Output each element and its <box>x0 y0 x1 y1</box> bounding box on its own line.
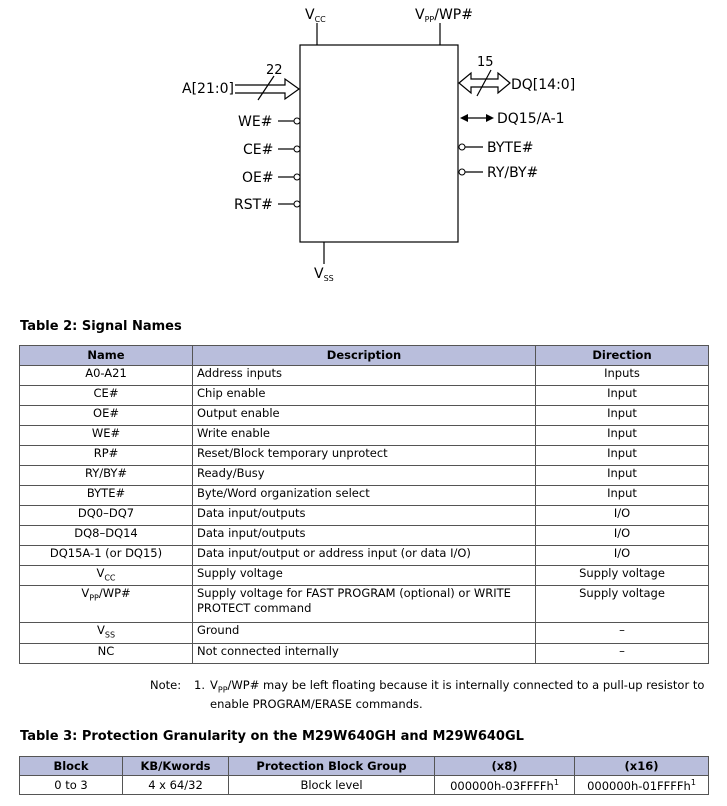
ce-label: CE# <box>243 142 274 158</box>
table-row <box>20 586 709 623</box>
cell-description: Address inputs <box>193 366 536 386</box>
cell-name: RY/BY# <box>20 466 193 486</box>
cell-direction: I/O <box>536 526 709 546</box>
oe-label: OE# <box>242 170 274 186</box>
cell-name: RP# <box>20 446 193 466</box>
table-row <box>20 546 709 566</box>
logic-diagram <box>0 0 727 300</box>
vpp-wp-label: $V_{PP}/WP\#$ <box>415 7 473 24</box>
table-header-row <box>20 346 709 366</box>
header-name: Name <box>20 346 193 366</box>
table-row <box>20 386 709 406</box>
cell-name: $V_{SS}$ <box>20 623 193 643</box>
ryby-label: RY/BY# <box>487 165 539 181</box>
cell-name: DQ8–DQ14 <box>20 526 193 546</box>
cell-name: OE# <box>20 406 193 426</box>
cell-direction: Input <box>536 446 709 466</box>
cell-description: Supply voltage for FAST PROGRAM (optional) or WRITE PROTECT command <box>193 586 536 623</box>
cell-name: WE# <box>20 426 193 446</box>
cell-direction: Input <box>536 386 709 406</box>
cell-kb: 4 x 64/32 <box>123 776 229 795</box>
cell-name: BYTE# <box>20 486 193 506</box>
table-row <box>20 406 709 426</box>
cell-block: 0 to 3 <box>20 776 123 795</box>
cell-description: Supply voltage <box>193 566 536 586</box>
data-bus-label: DQ[14:0] <box>511 77 576 93</box>
table-row <box>20 623 709 643</box>
table-row <box>20 506 709 526</box>
cell-direction: I/O <box>536 546 709 566</box>
cell-name: CE# <box>20 386 193 406</box>
cell-name: A0-A21 <box>20 366 193 386</box>
table-row <box>20 366 709 386</box>
cell-description: Write enable <box>193 426 536 446</box>
header-x8: (x8) <box>435 757 575 776</box>
table-row <box>20 426 709 446</box>
cell-direction: – <box>536 623 709 643</box>
cell-name: DQ15A-1 (or DQ15) <box>20 546 193 566</box>
note-text: $V_{PP}/WP\#$ may be left floating because it is internally connected to a pull-up resistor to enable PROGRAM/ERASE commands. <box>210 678 705 712</box>
byte-label: BYTE# <box>487 140 534 156</box>
cell-direction: Supply voltage <box>536 566 709 586</box>
signal-names-table <box>19 345 709 664</box>
cell-name: DQ0–DQ7 <box>20 506 193 526</box>
note-label: Note: <box>150 678 182 692</box>
cell-direction: Input <box>536 486 709 506</box>
cell-x8: 000000h-03FFFFh$^1$ <box>435 776 575 795</box>
protection-granularity-table <box>19 756 709 795</box>
cell-description: Ready/Busy <box>193 466 536 486</box>
table-row <box>20 776 709 795</box>
header-direction: Direction <box>536 346 709 366</box>
table2-caption: Table 2: Signal Names <box>20 319 182 334</box>
table-header-row <box>20 757 709 776</box>
cell-group: Block level <box>229 776 435 795</box>
cell-description: Chip enable <box>193 386 536 406</box>
cell-description: Output enable <box>193 406 536 426</box>
cell-description: Ground <box>193 623 536 643</box>
cell-description: Byte/Word organization select <box>193 486 536 506</box>
header-group: Protection Block Group <box>229 757 435 776</box>
table-row <box>20 466 709 486</box>
cell-description: Data input/outputs <box>193 526 536 546</box>
dq15-label: DQ15/A-1 <box>497 111 565 127</box>
vcc-label: $V_{CC}$ <box>305 7 326 24</box>
data-width-label: 15 <box>477 55 494 70</box>
cell-name: NC <box>20 643 193 663</box>
cell-name: $V_{CC}$ <box>20 566 193 586</box>
header-kb: KB/Kwords <box>123 757 229 776</box>
cell-description: Data input/output or address input (or data I/O) <box>193 546 536 566</box>
chip-body <box>300 45 458 242</box>
cell-direction: Input <box>536 406 709 426</box>
cell-direction: – <box>536 643 709 663</box>
header-block: Block <box>20 757 123 776</box>
cell-direction: Inputs <box>536 366 709 386</box>
table-row <box>20 566 709 586</box>
rst-label: RST# <box>234 197 273 213</box>
cell-direction: Input <box>536 466 709 486</box>
cell-description: Not connected internally <box>193 643 536 663</box>
we-label: WE# <box>238 114 273 130</box>
address-bus-arrow <box>235 79 299 99</box>
table-row <box>20 643 709 663</box>
cell-x16: 000000h-01FFFFh$^1$ <box>575 776 709 795</box>
vss-label: $V_{SS}$ <box>314 266 334 283</box>
cell-direction: Input <box>536 426 709 446</box>
address-bus-label: A[21:0] <box>182 81 234 97</box>
header-x16: (x16) <box>575 757 709 776</box>
table-row <box>20 446 709 466</box>
cell-direction: Supply voltage <box>536 586 709 623</box>
table3-caption: Table 3: Protection Granularity on the M29W640GH and M29W640GL <box>20 729 524 744</box>
note-number: 1. <box>194 678 205 692</box>
table-row <box>20 526 709 546</box>
cell-description: Data input/outputs <box>193 506 536 526</box>
cell-name: $V_{PP}/WP\#$ <box>20 586 193 623</box>
address-width-label: 22 <box>266 63 283 78</box>
cell-description: Reset/Block temporary unprotect <box>193 446 536 466</box>
table-row <box>20 486 709 506</box>
cell-direction: I/O <box>536 506 709 526</box>
header-description: Description <box>193 346 536 366</box>
